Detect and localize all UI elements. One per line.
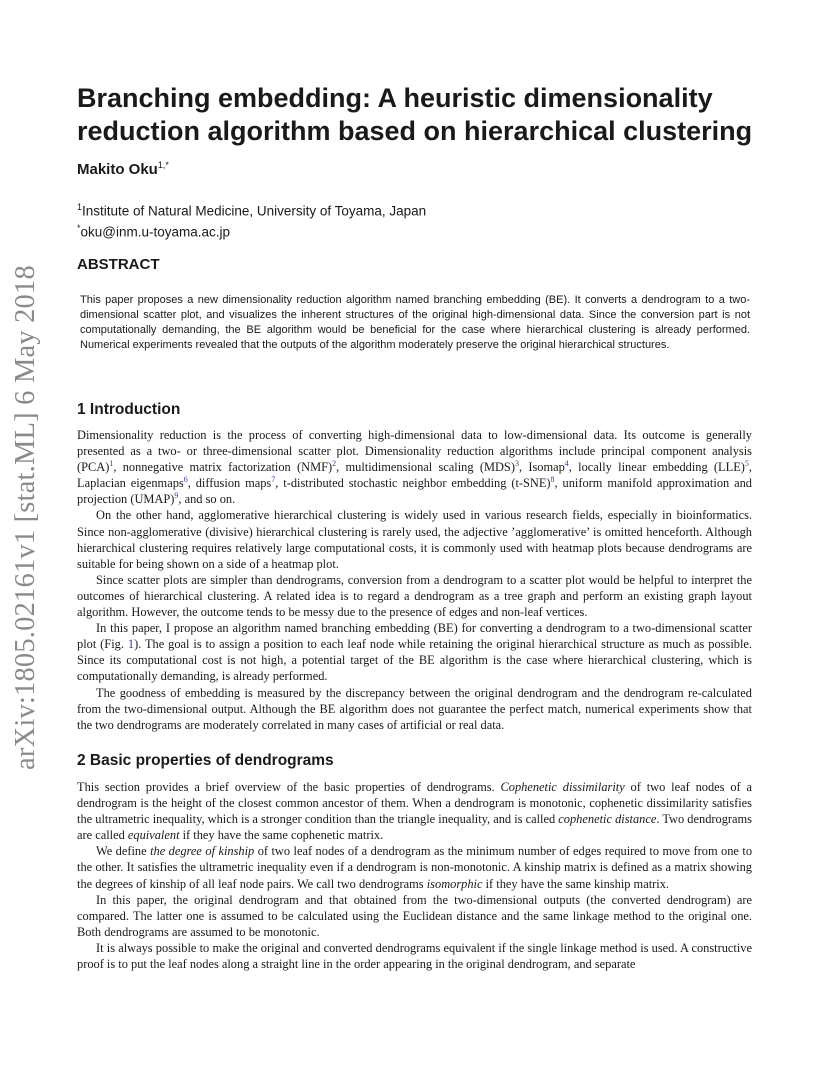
intro-paragraph-3: Since scatter plots are simpler than dendrograms, conversion from a dendrogram to a scatter plot would be helpful to interpret the outcomes of hierarchical clustering. A related idea is to regard a dendrogram as a tree graph and perform an existing graph layout algorithm. However, the outcome tends to be messy due to the presence of edges and non-leaf vertices. [77,572,752,620]
text-run: of two leaf nodes of a dendrogram is the height of the closest common ancestor of them. When a dendrogram is monotonic, cophenetic dissimilarity satisfies the ultrametric inequality, which is a stronger condition than the triangle inequality, and is called [77,780,752,827]
citation-link[interactable]: 7 [271,475,276,485]
email-line [77,220,426,241]
email-text[interactable]: oku@inm.u-toyama.ac.jp [80,224,231,239]
citation-link[interactable]: 2 [332,459,337,469]
text-run: , and so on. [178,492,236,507]
text-run: , Laplacian eigenmaps [77,460,752,491]
intro-paragraph-4 [77,620,752,684]
text-run: , Isomap [518,460,565,475]
citation-link[interactable]: 1 [109,459,114,469]
arxiv-identifier-stamp: arXiv:1805.02161v1 [stat.ML] 6 May 2018 [10,265,41,770]
affiliation-mark: 1 [77,202,83,212]
text-run: , t-distributed stochastic neighbor embedding (t-SNE) [275,476,551,491]
term-emphasis: equivalent [127,828,180,843]
dendro-paragraph-2 [77,843,752,891]
text-run: , diffusion maps [187,476,272,491]
text-run: if they have the same kinship matrix. [482,876,670,891]
citation-link[interactable]: 5 [744,459,749,469]
section-heading-dendrograms: 2 Basic properties of dendrograms [77,752,334,769]
term-emphasis: isomorphic [426,876,483,891]
intro-paragraph-1 [77,427,752,507]
author-name: Makito Oku [77,161,158,178]
section-heading-introduction: 1 Introduction [77,401,181,418]
section-body-introduction [77,427,752,733]
term-emphasis: cophenetic distance [558,812,657,827]
text-run: In this paper, I propose an algorithm named branching embedding (BE) for converting a dendrogram to a two-dimensional scatter plot (Fig. [77,621,752,652]
dendro-paragraph-3: In this paper, the original dendrogram and that obtained from the two-dimensional outputs (the converted dendrogram) are compared. The latter one is assumed to be calculated using the Euclidean distance and the same linkage method to the original one. Both dendrograms are assumed to be monotonic. [77,892,752,939]
affiliations [77,199,426,240]
text-run: of two leaf nodes of a dendrogram as the minimum number of edges required to move from one to the other. It satisfies the ultrametric inequality even if a dendrogram is non-monotonic. A kinship matrix is defined as a matrix showing the degrees of kinship of all leaf node pairs. We call two dendrograms [77,844,753,891]
term-emphasis: Cophenetic dissimilarity [500,780,625,794]
text-run: We define [96,844,151,859]
text-run: This section provides a brief overview of the basic properties of dendrograms. [77,780,501,794]
intro-paragraph-2: On the other hand, agglomerative hierarchical clustering is widely used in various research fields, especially in bioinformatics. Since non-agglomerative (divisive) hierarchical clustering is rarely used, the adjective ’agglomerative’ is omitted henceforth. Although hierarchical clustering requires relatively large computational costs, it is commonly used with heatmap plots because dendrograms are suitable for being shown on a side of a heatmap plot. [77,508,752,571]
paper-title: Branching embedding: A heuristic dimensionality reduction algorithm based on hierarchical clustering [77,83,753,146]
text-run: if they have the same cophenetic matrix. [179,828,384,843]
text-run: , locally linear embedding (LLE) [568,460,745,475]
text-run: ). The goal is to assign a position to each leaf node while retaining the original hierarchical structure as much as possible. Since its computational cost is not high, a potential target of the BE algorithm is the case where hierarchical clustering, which is computationally demanding, is already performed. [77,637,752,684]
term-emphasis: the degree of kinship [150,844,255,859]
email-mark: * [77,222,81,233]
text-run: , uniform manifold approximation and projection (UMAP) [77,476,752,507]
abstract-text: This paper proposes a new dimensionality reduction algorithm named branching embedding (BE). It converts a dendrogram to a two-dimensional scatter plot, and visualizes the inherent structures of the original high-dimensional data. Since the conversion part is not computationally demanding, the BE algorithm would be beneficial for the case where hierarchical clustering is already performed. Numerical experiments revealed that the outputs of the algorithm moderately preserve the original hierarchical structures. [80,294,750,351]
citation-link[interactable]: 4 [564,459,569,469]
citation-link[interactable]: 9 [174,491,179,501]
affiliation-line [77,199,426,220]
dendro-paragraph-4: It is always possible to make the original and converted dendrograms equivalent if the single linkage method is used. A constructive proof is to put the leaf nodes along a straight line in the order appearing in the original dendrogram, and separate [77,940,752,972]
author-mark: 1,* [157,160,169,170]
citation-link[interactable]: 6 [183,475,188,485]
intro-paragraph-5: The goodness of embedding is measured by the discrepancy between the original dendrogram and the dendrogram re-calculated from the two-dimensional output. Although the BE algorithm does not guarantee the perfect match, numerical experiments show that the two dendrograms are moderately correlated in many cases of artificial or real data. [77,685,752,732]
text-run: . Two dendrograms are called [77,812,752,843]
dendro-paragraph-1 [77,779,752,843]
text-run: Dimensionality reduction is the process of converting high-dimensional data to low-dimensional data. Its outcome is generally presented as a two- or three-dimensional scatter plot. Dimensionality reduction algorithms include principal component analysis (PCA) [77,428,752,475]
figure-link[interactable]: 1 [127,637,135,652]
affiliation-text: Institute of Natural Medicine, University of Toyama, Japan [82,203,427,219]
citation-link[interactable]: 3 [514,459,519,469]
citation-link[interactable]: 8 [550,475,555,485]
section-body-dendrograms [77,779,752,972]
text-run: , nonnegative matrix factorization (NMF) [113,460,333,475]
text-run: , multidimensional scaling (MDS) [336,460,515,475]
abstract-heading: ABSTRACT [77,256,160,273]
author-line [77,160,169,178]
